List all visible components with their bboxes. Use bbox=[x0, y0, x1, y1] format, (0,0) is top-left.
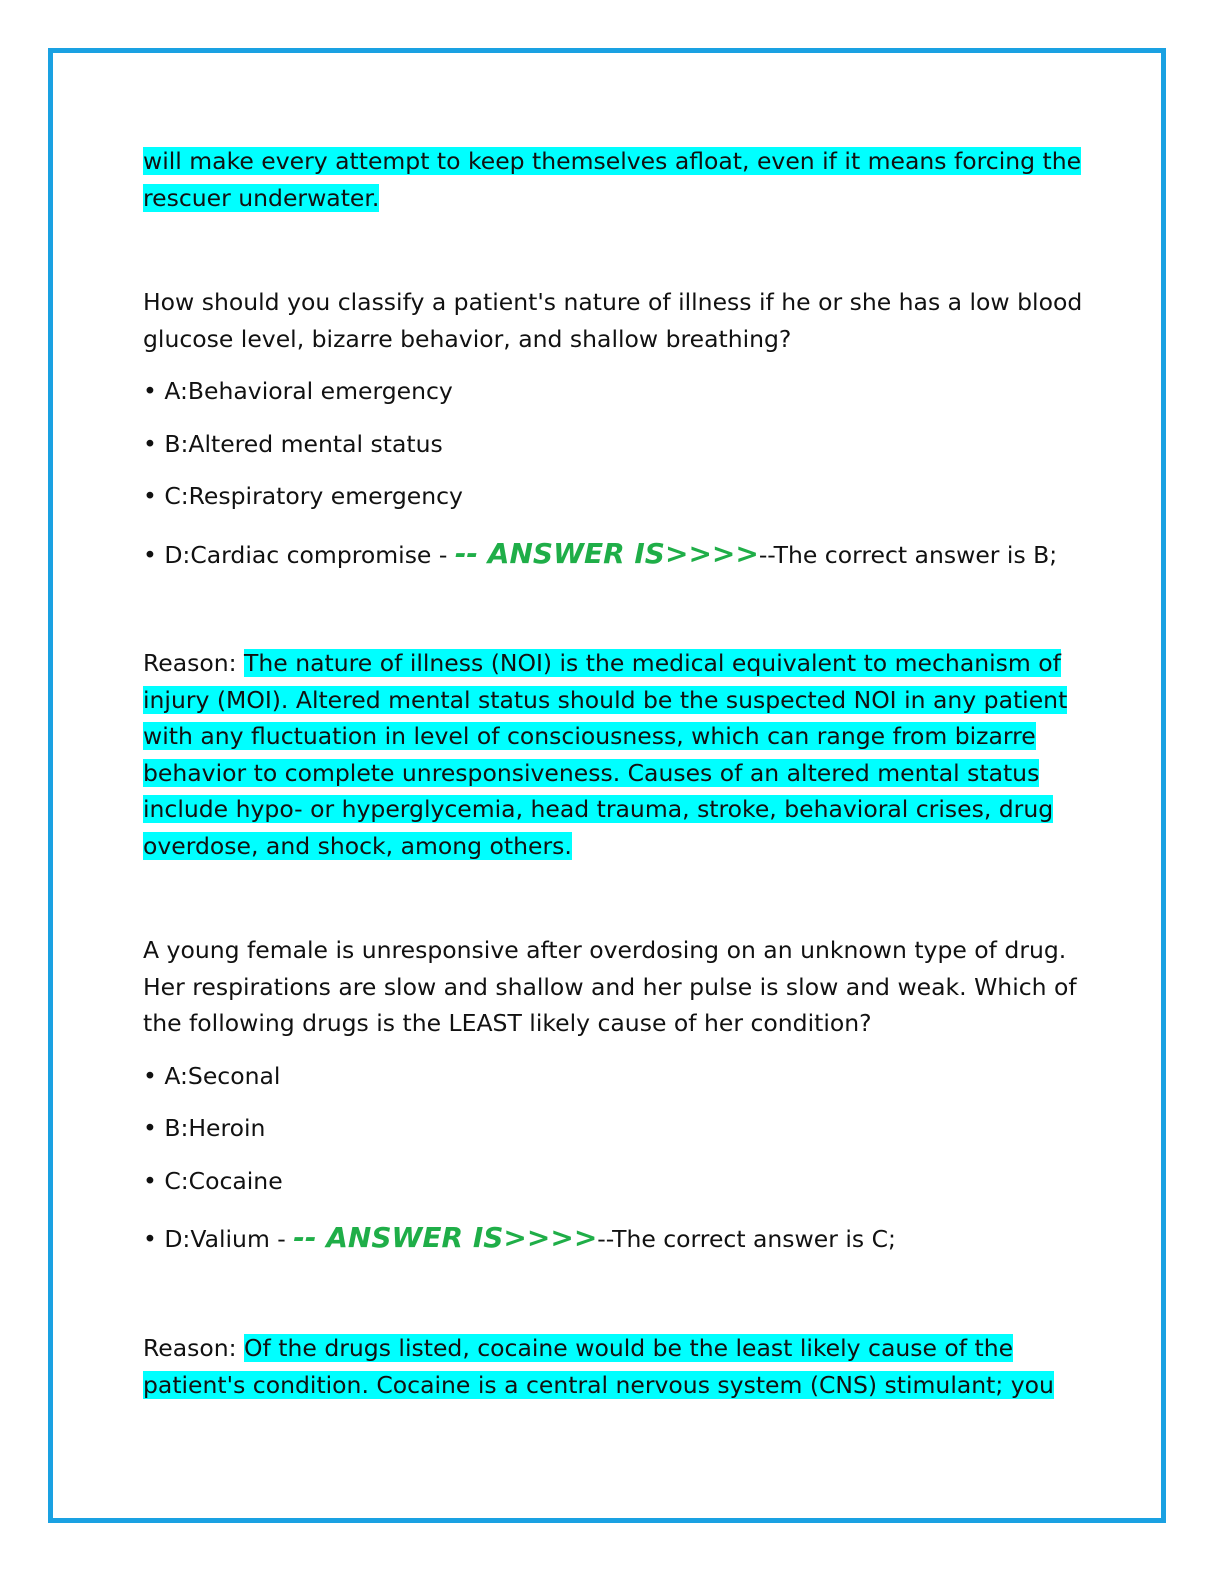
q1-reason-label: Reason: bbox=[143, 649, 245, 677]
q2-question-line-1: A young female is unresponsive after overdosing on an unknown type of drug. bbox=[143, 936, 1067, 964]
q1-question-line-1: How should you classify a patient's nature of illness if he or she has a low blood bbox=[143, 288, 1083, 316]
intro-line-1: will make every attempt to keep themselves afloat, even if it means forcing the bbox=[143, 147, 1082, 175]
q2-option-d-label: • D:Valium - bbox=[143, 1225, 294, 1253]
q1-reason-line-2: injury (MOI). Altered mental status should be the suspected NOI in any patient bbox=[143, 686, 1068, 714]
q1-question-line-2: glucose level, bizarre behavior, and shallow breathing? bbox=[143, 325, 792, 353]
q2-answer-text: --The correct answer is C; bbox=[597, 1225, 896, 1253]
q2-reason-line-2: patient's condition. Cocaine is a central nervous system (CNS) stimulant; you bbox=[143, 1371, 1054, 1399]
q2-option-c: • C:Cocaine bbox=[143, 1167, 283, 1195]
q1-option-a: • A:Behavioral emergency bbox=[143, 377, 453, 405]
intro-line-2: rescuer underwater. bbox=[143, 184, 380, 212]
q1-option-d-label: • D:Cardiac compromise - bbox=[143, 541, 455, 569]
q2-option-d bbox=[143, 1220, 896, 1257]
q1-reason-line-3: with any fluctuation in level of consciousness, which can range from bizarre bbox=[143, 722, 1036, 750]
q1-answer-tag: -- ANSWER IS>>>> bbox=[454, 537, 759, 570]
q1-reason-line-4: behavior to complete unresponsiveness. Causes of an altered mental status bbox=[143, 759, 1040, 787]
q1-answer-text: --The correct answer is B; bbox=[758, 541, 1058, 569]
q2-reason-label: Reason: bbox=[143, 1334, 245, 1362]
q1-reason-line-6: overdose, and shock, among others. bbox=[143, 832, 572, 860]
q2-option-b: • B:Heroin bbox=[143, 1114, 266, 1142]
q2-reason-line-1: Reason: Of the drugs listed, cocaine would be the least likely cause of the bbox=[143, 1334, 1014, 1362]
q2-question-line-3: the following drugs is the LEAST likely cause of her condition? bbox=[143, 1009, 872, 1037]
q1-reason-line-1: Reason: The nature of illness (NOI) is the medical equivalent to mechanism of bbox=[143, 649, 1061, 677]
q1-option-d bbox=[143, 536, 1057, 573]
q1-option-c: • C:Respiratory emergency bbox=[143, 482, 463, 510]
q2-answer-tag: -- ANSWER IS>>>> bbox=[293, 1221, 598, 1254]
q2-option-a: • A:Seconal bbox=[143, 1062, 281, 1090]
q2-question-line-2: Her respirations are slow and shallow and her pulse is slow and weak. Which of bbox=[143, 973, 1077, 1001]
q1-option-b: • B:Altered mental status bbox=[143, 430, 443, 458]
q1-reason-line-5: include hypo- or hyperglycemia, head trauma, stroke, behavioral crises, drug bbox=[143, 795, 1054, 823]
